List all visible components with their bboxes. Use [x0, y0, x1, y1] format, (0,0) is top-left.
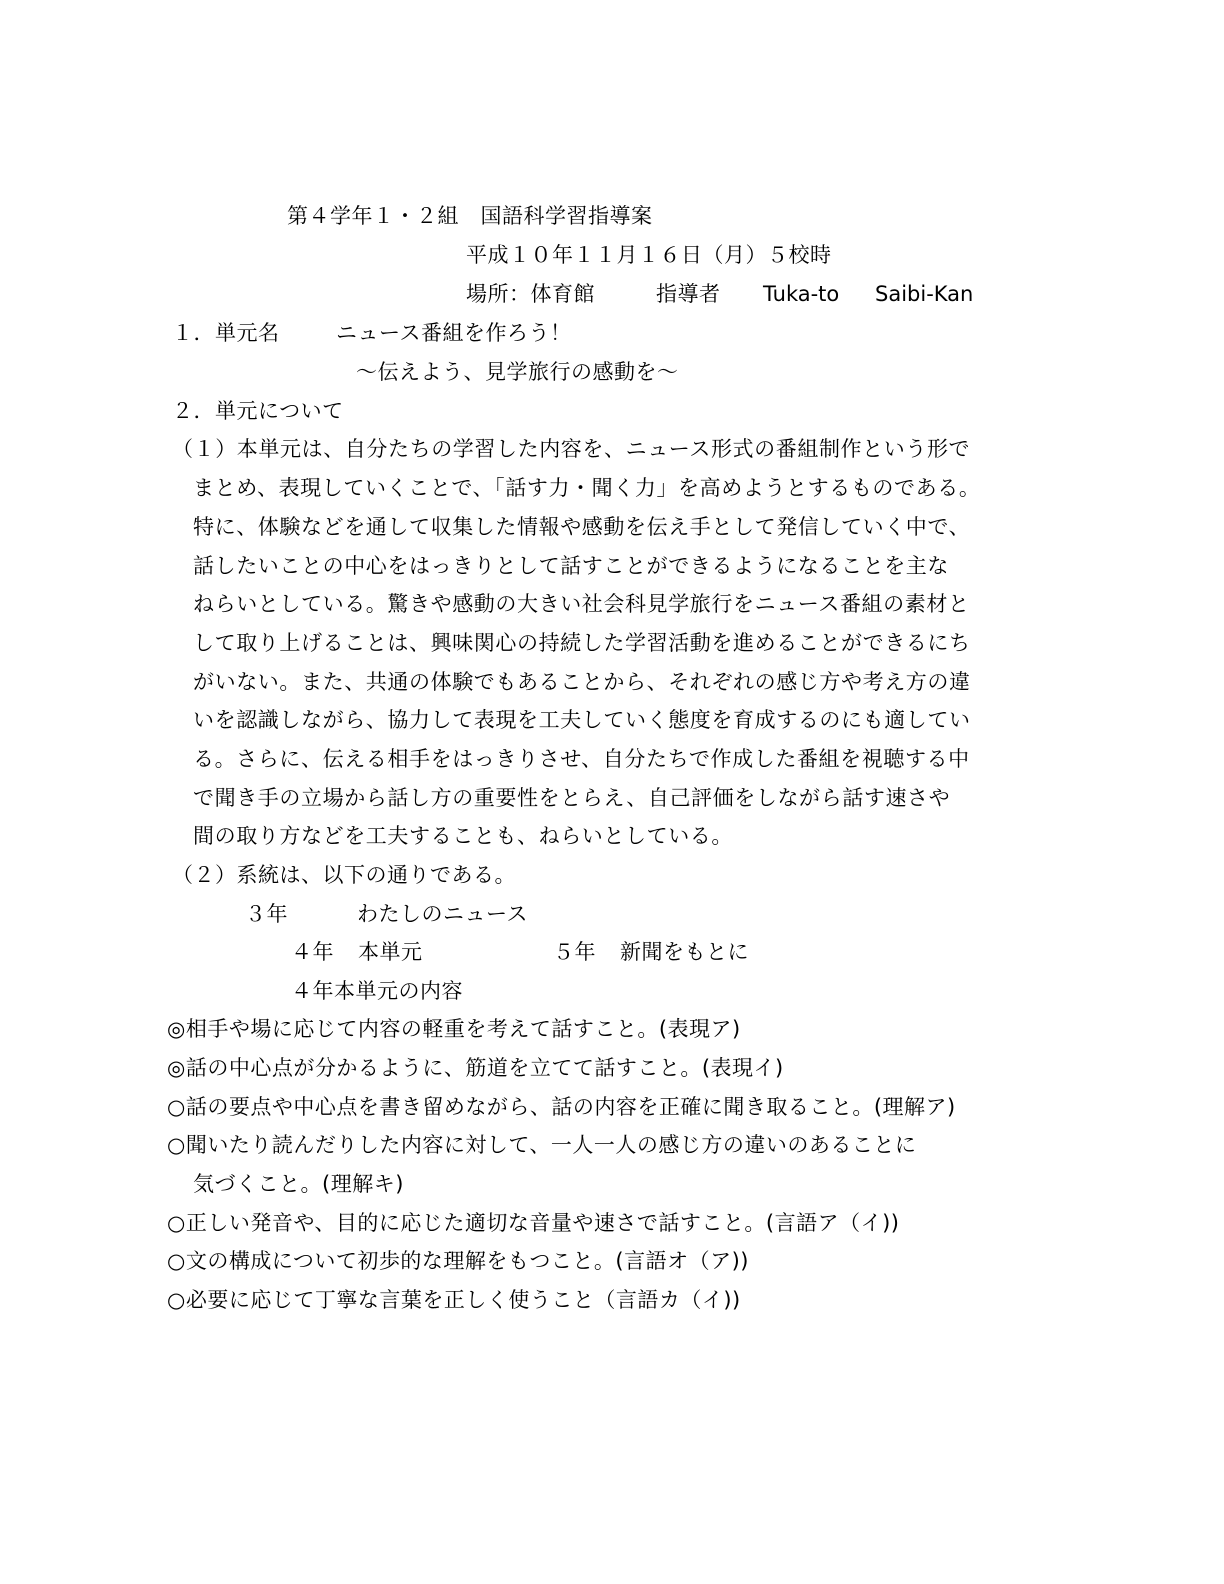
instructor-name-last: Saibi-Kan — [875, 282, 974, 306]
paragraph-line: がいない。また、共通の体験でもあることから、それぞれの感じ方や考え方の違 — [193, 670, 971, 694]
content-item: ○文の構成について初歩的な理解をもつこと。(言語オ（ア)) — [167, 1249, 749, 1273]
paragraph-line: ねらいとしている。驚きや感動の大きい社会科見学旅行をニュース番組の素材と — [193, 592, 970, 616]
grade3-unit: わたしのニュース — [357, 902, 528, 926]
paragraph-2-intro: （２）系統は、以下の通りである。 — [172, 863, 516, 887]
section1-heading: １．単元名 — [172, 321, 280, 345]
paragraph-line: まとめ、表現していくことで、「話す力・聞く力」を高めようとするものである。 — [193, 476, 981, 500]
unit-title: ニュース番組を作ろう！ — [336, 321, 572, 345]
paragraph-line: で聞き手の立場から話し方の重要性をとらえ、自己評価をしながら話す速さや — [193, 786, 951, 810]
instructor-name-first: Tuka-to — [763, 282, 840, 306]
content-item: ◎話の中心点が分かるように、筋道を立てて話すこと。(表現イ) — [167, 1056, 784, 1080]
paragraph-line: る。さらに、伝える相手をはっきりさせ、自分たちで作成した番組を視聴する中 — [193, 747, 970, 771]
content-item: ◎相手や場に応じて内容の軽重を考えて話すこと。(表現ア) — [167, 1017, 741, 1041]
grade4-unit: 本単元 — [358, 940, 423, 964]
instructor-label: 指導者 — [656, 282, 721, 306]
lesson-date: 平成１０年１１月１６日（月）５校時 — [466, 243, 832, 267]
paragraph-line: 話したいことの中心をはっきりとして話すことができるようになることを主な — [193, 554, 949, 578]
content-item-continuation: 気づくこと。(理解キ) — [193, 1172, 404, 1196]
content-item: ○正しい発音や、目的に応じた適切な音量や速さで話すこと。(言語ア（イ)) — [167, 1211, 900, 1235]
content-item: ○話の要点や中心点を書き留めながら、話の内容を正確に聞き取ること。(理解ア) — [167, 1095, 956, 1119]
document-title: 第４学年１・２組 国語科学習指導案 — [287, 204, 653, 228]
grade3-label: ３年 — [245, 902, 288, 926]
content-item: ○聞いたり読んだりした内容に対して、一人一人の感じ方の違いのあることに — [167, 1133, 917, 1157]
grade4-label: ４年 — [291, 940, 334, 964]
paragraph-line: いを認識しながら、協力して表現を工夫していく態度を育成するのにも適してい — [193, 708, 971, 732]
content-item: ○必要に応じて丁寧な言葉を正しく使うこと（言語カ（イ)) — [167, 1288, 741, 1312]
paragraph-line: 間の取り方などを工夫することも、ねらいとしている。 — [193, 824, 733, 848]
grade5-label: ５年 — [553, 940, 596, 964]
paragraph-line: して取り上げることは、興味関心の持続した学習活動を進めることができるにち — [193, 631, 971, 655]
place-label: 場所：体育館 — [466, 282, 595, 306]
content-heading: ４年本単元の内容 — [291, 979, 463, 1003]
unit-subtitle: ～伝えよう、見学旅行の感動を～ — [356, 360, 679, 384]
section2-heading: ２．単元について — [172, 399, 344, 423]
grade5-unit: 新聞をもとに — [620, 940, 749, 964]
paragraph-line: （１）本単元は、自分たちの学習した内容を、ニュース形式の番組制作という形で — [172, 437, 971, 461]
paragraph-line: 特に、体験などを通して収集した情報や感動を伝え手として発信していく中で、 — [193, 515, 971, 539]
